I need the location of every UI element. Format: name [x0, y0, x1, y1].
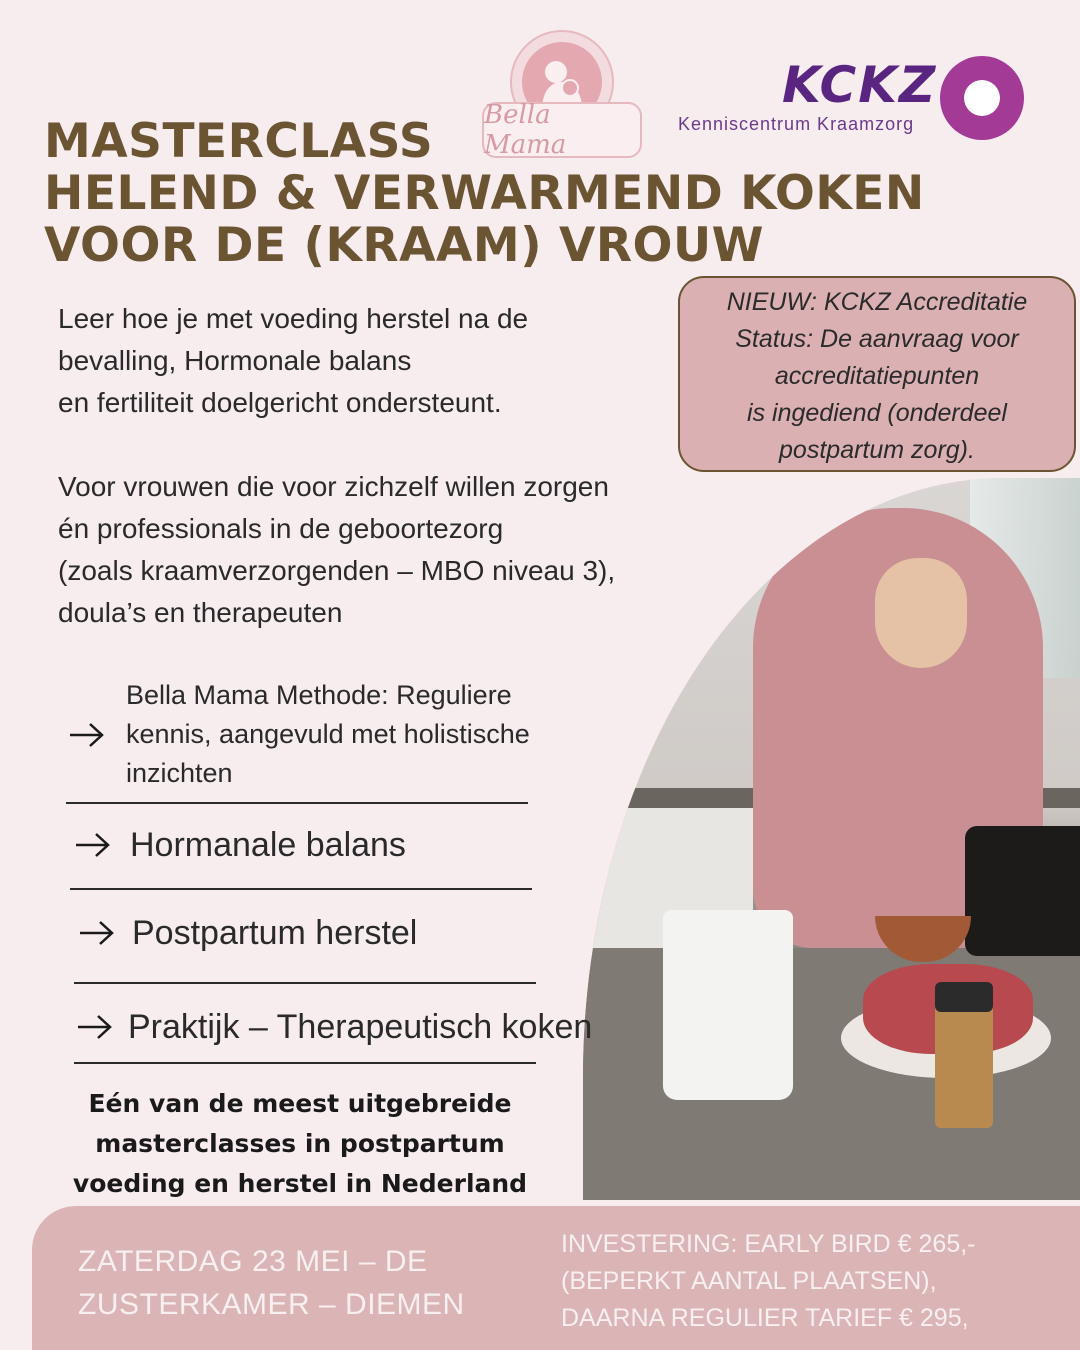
accreditation-notice — [678, 276, 1076, 472]
list-item-label: Postpartum herstel — [132, 914, 418, 952]
accreditation-line: Status: De aanvraag voor — [735, 325, 1019, 353]
footer-banner — [32, 1206, 1080, 1350]
list-item — [72, 824, 406, 866]
tagline — [60, 1084, 540, 1204]
list-item-line: inzichten — [126, 758, 233, 788]
arrow-right-icon — [66, 720, 106, 750]
price-line: INVESTERING: EARLY BIRD € 265,- — [561, 1230, 976, 1258]
arrow-right-icon — [76, 918, 116, 948]
bella-mama-wordmark: Bella Mama — [482, 102, 642, 158]
event-date-location — [78, 1240, 465, 1326]
date-line: ZUSTERKAMER – DIEMEN — [78, 1288, 465, 1321]
intro-line: (zoals kraamverzorgenden – MBO niveau 3), — [58, 555, 616, 586]
price-line: DAARNA REGULIER TARIEF € 295, — [561, 1304, 969, 1332]
intro-paragraph — [58, 298, 658, 424]
list-item-line: Bella Mama Methode: Reguliere — [126, 680, 512, 710]
tagline-line: voeding en herstel in Nederland — [72, 1169, 528, 1198]
intro-line: Leer hoe je met voeding herstel na de — [58, 303, 529, 334]
intro-line: én professionals in de geboortezorg — [58, 513, 504, 544]
divider — [74, 982, 536, 984]
arrow-right-icon — [74, 1012, 114, 1042]
price-line: (BEPERKT AANTAL PLAATSEN), — [561, 1267, 937, 1295]
kckz-ring-icon — [940, 56, 1024, 140]
pricing-info — [561, 1226, 976, 1337]
date-line: ZATERDAG 23 MEI – DE — [78, 1245, 428, 1278]
intro-line: Voor vrouwen die voor zichzelf willen zorgen — [58, 471, 609, 502]
list-item — [76, 912, 417, 954]
accreditation-line: is ingediend (onderdeel — [747, 399, 1007, 427]
divider — [74, 1062, 536, 1064]
title-line: MASTERCLASS — [44, 114, 434, 169]
intro-line: bevalling, Hormonale balans — [58, 345, 412, 376]
intro-line: en fertiliteit doelgericht ondersteunt. — [58, 387, 502, 418]
accreditation-line: accreditatiepunten — [774, 362, 980, 390]
list-item — [66, 676, 530, 793]
accreditation-line: postpartum zorg). — [779, 436, 975, 464]
audience-paragraph — [58, 466, 658, 634]
list-item-line: kennis, aangevuld met holistische — [126, 719, 530, 749]
tagline-line: masterclasses in postpartum — [95, 1129, 505, 1158]
accreditation-line: NIEUW: KCKZ Accreditatie — [726, 288, 1028, 316]
intro-text — [58, 298, 658, 634]
kckz-wordmark: KCKZ — [782, 56, 938, 114]
page-title — [44, 116, 925, 272]
list-item — [74, 1006, 592, 1048]
arrow-right-icon — [72, 830, 112, 860]
intro-line: doula’s en therapeuten — [58, 597, 343, 628]
divider — [70, 888, 532, 890]
title-line: HELEND & VERWARMEND KOKEN — [44, 166, 925, 221]
divider — [66, 802, 528, 804]
kckz-subtitle: Kenniscentrum Kraamzorg — [678, 114, 915, 134]
list-item-label: Praktijk – Therapeutisch koken — [128, 1008, 593, 1046]
list-item-label: Hormanale balans — [130, 826, 406, 864]
tagline-line: Eén van de meest uitgebreide — [88, 1089, 512, 1118]
title-line: VOOR DE (KRAAM) VROUW — [44, 218, 764, 273]
